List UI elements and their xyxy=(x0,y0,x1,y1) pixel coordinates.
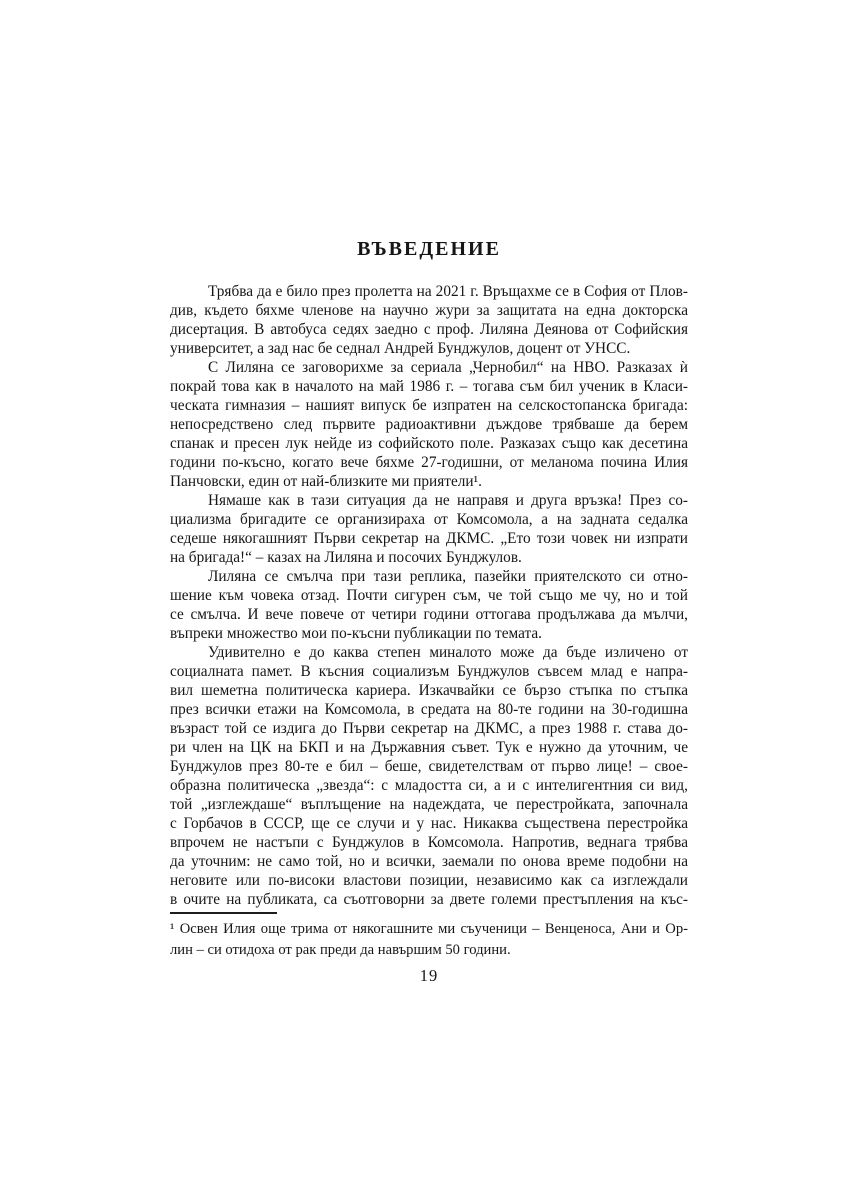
page-number: 19 xyxy=(419,966,439,985)
body-text-line: Лиляна се смълча при тази реплика, пазейки приятелското си отно- xyxy=(208,568,688,585)
body-text-line: Панчовски, един от най-близките ми приятели¹. xyxy=(170,473,482,490)
body-text-line: непосредствено след първите радиоактивни дъждове трябваше да берем xyxy=(170,416,688,433)
body-text-line: впрочем не настъпи с Бунджулов в Комсомола. Напротив, веднага трябва xyxy=(170,834,688,851)
body-text-line: през всички етажи на Комсомола, в средата на 80-те години на 30-годишна xyxy=(170,701,688,718)
body-text-line: дисертация. В автобуса седях заедно с проф. Лиляна Деянова от Софийския xyxy=(170,321,688,338)
body-text xyxy=(170,282,688,909)
body-text-line: Трябва да е било през пролетта на 2021 г. Връщахме се в София от Плов- xyxy=(208,283,688,300)
body-text-line: ческата гимназия – нашият випуск бе изпратен на селскостопанска бригада: xyxy=(170,397,688,414)
body-text-line: се смълча. И вече повече от четири години оттогава продължава да мълчи, xyxy=(170,606,688,623)
body-text-line: шение към човека отзад. Почти сигурен съм, че той също ме чу, но и той xyxy=(170,587,688,604)
body-text-line: възраст той се издига до Първи секретар на ДКМС, а през 1988 г. става до- xyxy=(170,720,688,737)
footnote-separator-rule xyxy=(170,912,277,914)
chapter-title: ВЪВЕДЕНИЕ xyxy=(357,238,501,260)
body-text-line: спанак и пресен лук нейде из софийското поле. Разказах също как десетина xyxy=(170,435,688,452)
body-text-line: с Горбачов в СССР, ще се случи и у нас. Никаква съществена перестройка xyxy=(170,815,688,832)
footnote-line: лин – си отидоха от рак преди да навършим 50 години. xyxy=(170,942,511,958)
body-text-line: социалната памет. В късния социализъм Бунджулов съвсем млад е напра- xyxy=(170,663,688,680)
body-text-line: да уточним: не само той, но и всички, заемали по онова време подобни на xyxy=(170,853,688,870)
body-text-line: С Лиляна се заговорихме за сериала „Чернобил“ на НВО. Разказах ѝ xyxy=(208,359,688,376)
body-text-line: образна политическа „звезда“: с младостта си, а и с интелигентния си вид, xyxy=(170,777,688,794)
body-text-line: покрай това как в началото на май 1986 г. – тогава съм бил ученик в Класи- xyxy=(170,378,688,395)
body-text-line: на бригада!“ – казах на Лиляна и посочих Бунджулов. xyxy=(170,549,522,566)
body-text-line: той „изглеждаше“ въплъщение на надеждата, че перестройката, започнала xyxy=(170,796,688,813)
body-text-line: циализма бригадите се организираха от Комсомола, а на задната седалка xyxy=(170,511,688,528)
body-text-line: седеше някогашният Първи секретар на ДКМС. „Ето този човек ни изпрати xyxy=(170,530,688,547)
body-text-line: див, където бяхме членове на научно жури за защитата на една докторска xyxy=(170,302,688,319)
body-text-line: Бунджулов през 80-те е бил – беше, свидетелствам от първо лице! – свое- xyxy=(170,758,688,775)
body-text-line: Удивително е до каква степен миналото може да бъде изличено от xyxy=(208,644,688,661)
body-text-line: въпреки множество мои по-късни публикации по темата. xyxy=(170,625,542,642)
body-text-line: години по-късно, когато вече бяхме 27-годишни, от меланома почина Илия xyxy=(170,454,688,471)
body-text-line: Нямаше как в тази ситуация да не направя и друга връзка! През со- xyxy=(208,492,688,509)
body-text-line: ри член на ЦК на БКП и на Държавния съвет. Тук е нужно да уточним, че xyxy=(170,739,688,756)
footnote xyxy=(170,919,688,961)
body-text-line: вил шеметна политическа кариера. Изкачвайки се бързо стъпка по стъпка xyxy=(170,682,688,699)
body-text-line: неговите или по-високи властови позиции, независимо как са изглеждали xyxy=(170,872,688,889)
footnote-line: ¹ Освен Илия още трима от някогашните ми съученици – Венценоса, Ани и Ор- xyxy=(170,921,688,937)
body-text-line: в очите на публиката, са съотговорни за двете големи престъпления на къс- xyxy=(170,891,688,908)
body-text-line: университет, а зад нас бе седнал Андрей Бунджулов, доцент от УНСС. xyxy=(170,340,631,357)
